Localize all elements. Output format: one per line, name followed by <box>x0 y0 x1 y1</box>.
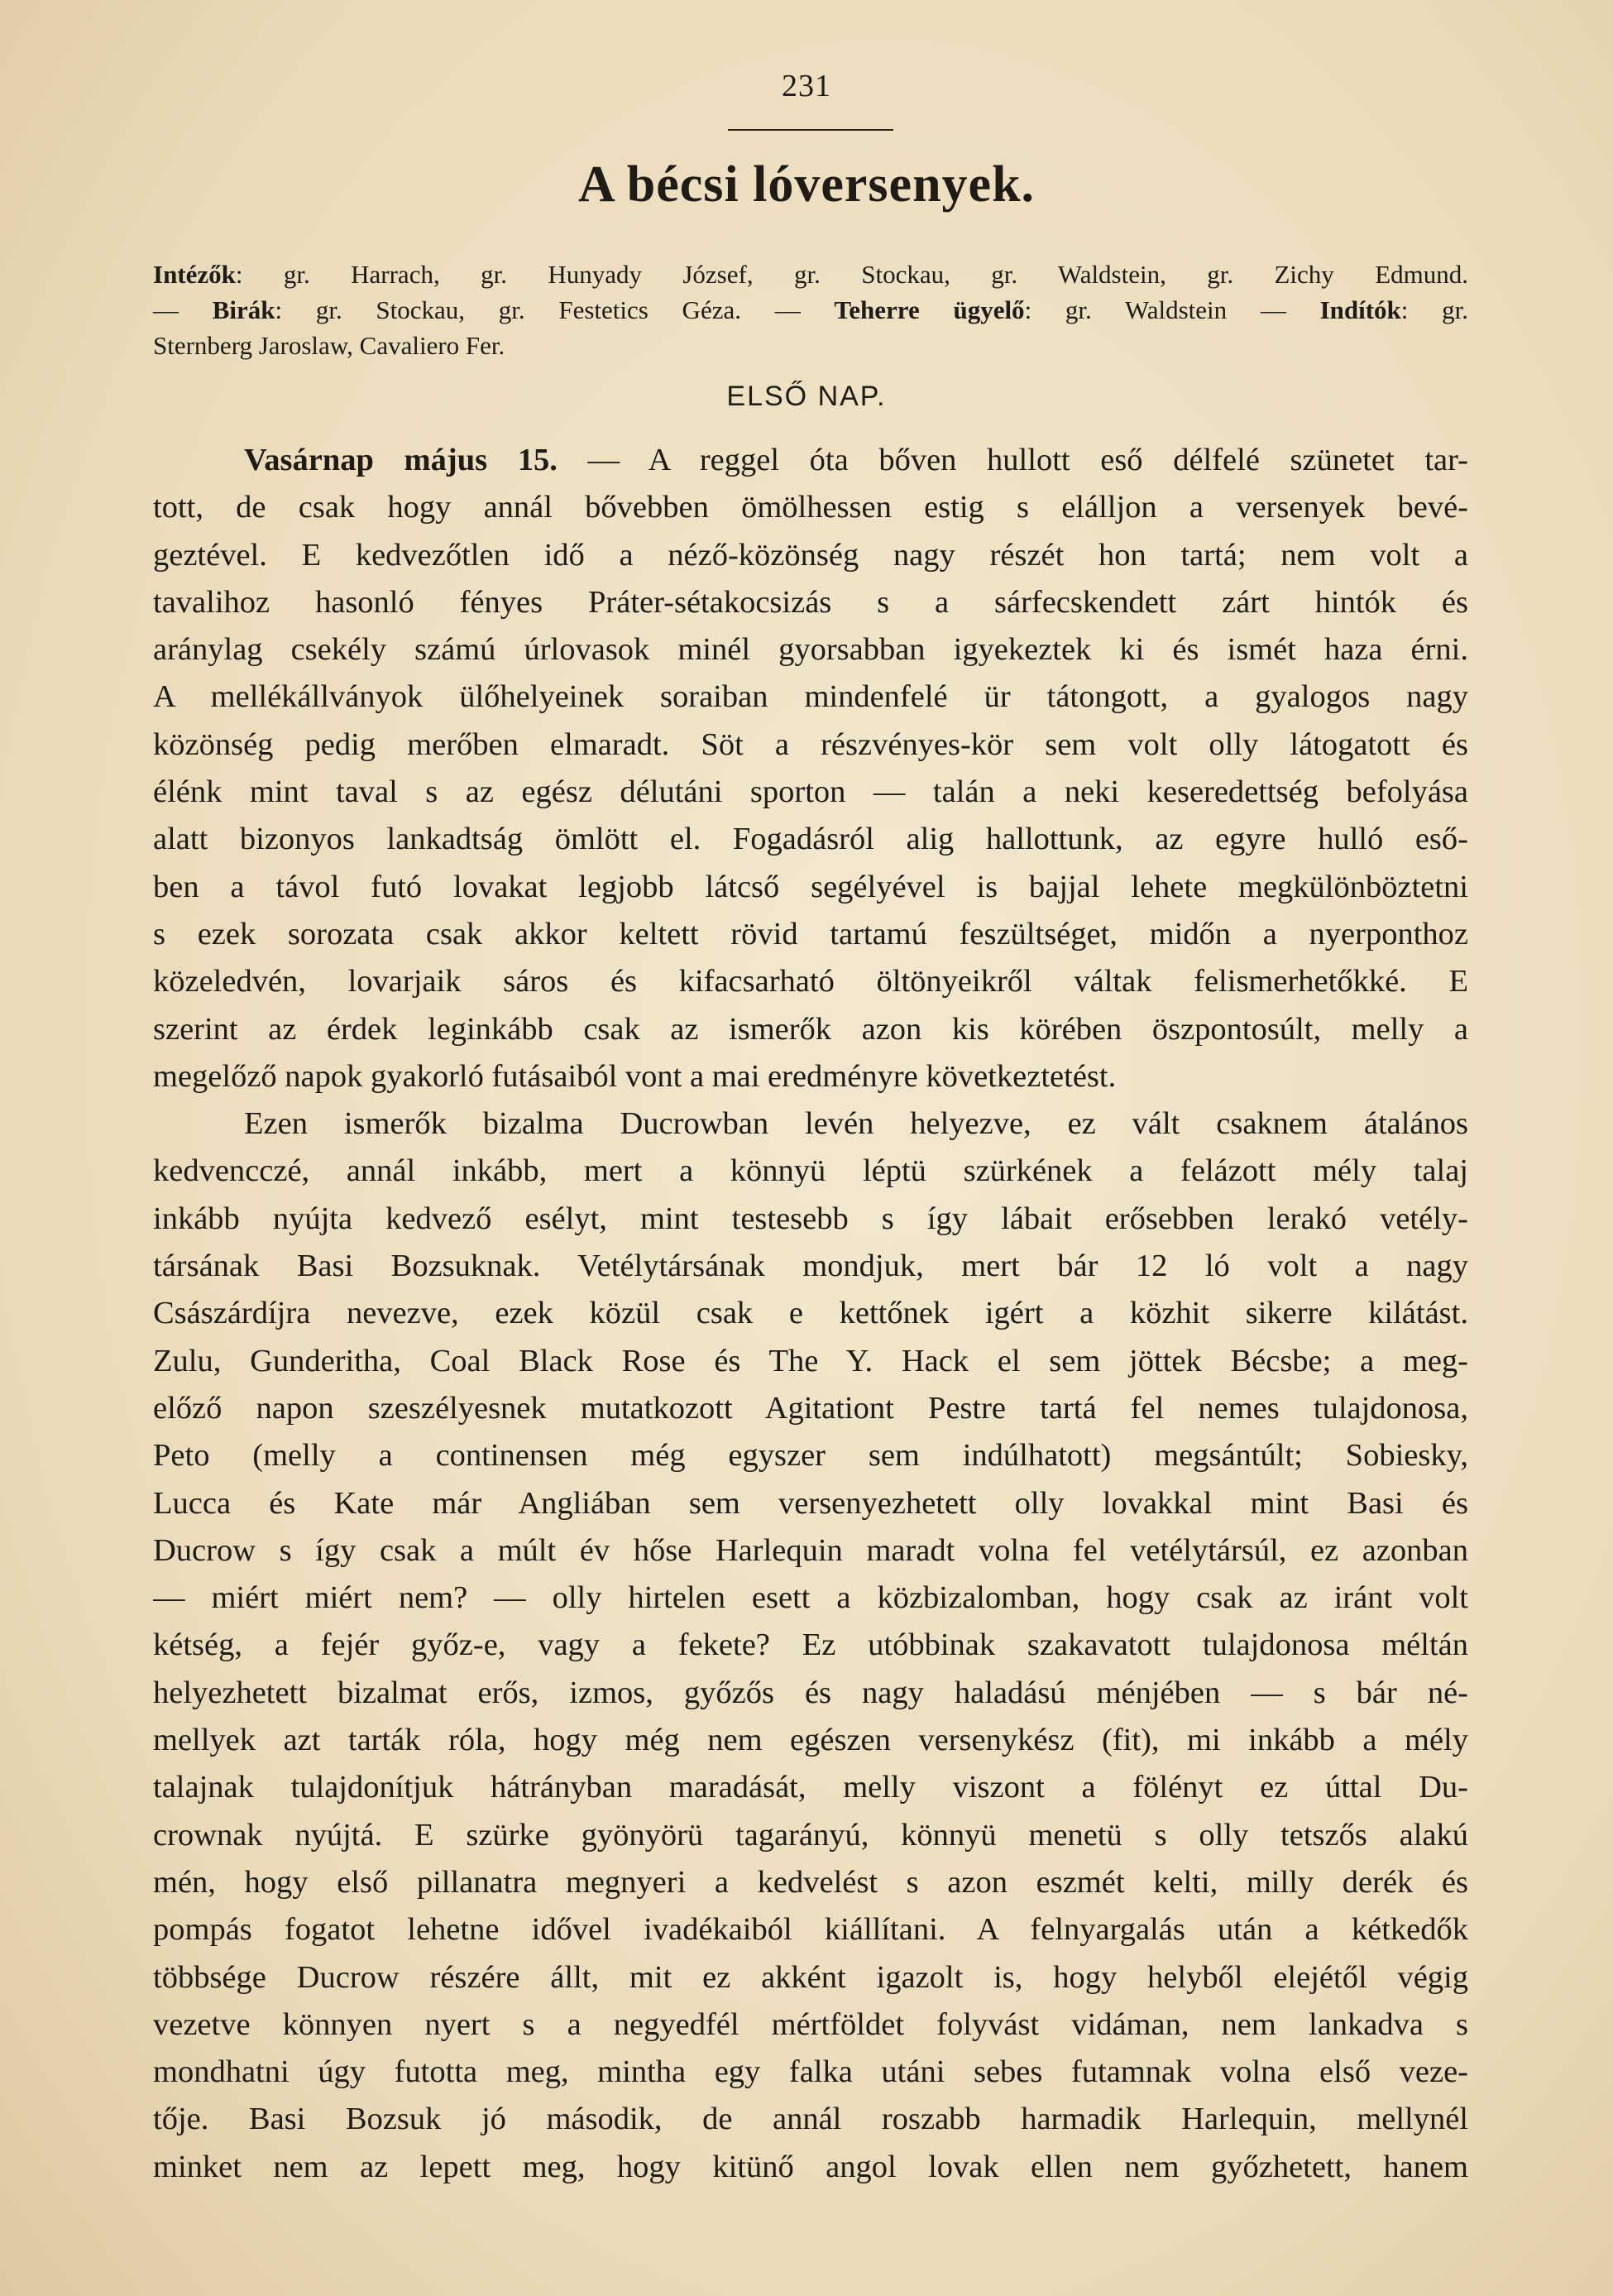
body-line: Ezen ismerők bizalma Ducrowban levén helyezve, ez vált csaknem átalános <box>244 1106 1468 1142</box>
body-line: előző napon szeszélyesnek mutatkozott Agitationt Pestre tartá fel nemes tulajdonosa, <box>153 1390 1468 1426</box>
body-line: talajnak tulajdonítjuk hátrányban maradását, melly viszont a fölényt ez úttal Du- <box>153 1770 1468 1805</box>
body-line: pompás fogatot lehetne idővel ivadékaiból kiállítani. A felnyargalás után a kétkedők <box>153 1912 1468 1948</box>
credits-text-teherre: : gr. Waldstein — <box>1024 295 1320 324</box>
body-line: Császárdíjra nevezve, ezek közül csak e kettőnek igért a közhit sikerre kilátást. <box>153 1296 1468 1331</box>
body-line: többsége Ducrow részére állt, mit ez akként igazolt is, hogy helyből elejétől végig <box>153 1959 1468 1995</box>
body-line: geztével. E kedvezőtlen idő a néző-közönség nagy részét hon tartá; nem volt a <box>153 537 1468 573</box>
body-line: élénk mint taval s az egész délutáni sporton — talán a neki keseredettség befolyása <box>153 774 1468 810</box>
body-line: Zulu, Gunderitha, Coal Black Rose és The Y. Hack el sem jöttek Bécsbe; a meg- <box>153 1343 1468 1378</box>
body-line: mellyek azt tarták róla, hogy még nem egészen versenykész (fit), mi inkább a mély <box>153 1723 1468 1758</box>
body-line: minket nem az lepett meg, hogy kitünő angol lovak ellen nem győzhetett, hanem <box>153 2149 1468 2184</box>
body-line: Peto (melly a continensen még egyszer sem indúlhatott) megsántúlt; Sobiesky, <box>153 1438 1468 1474</box>
body-line: társának Basi Bozsuknak. Vetélytársának mondjuk, mert bár 12 ló volt a nagy <box>153 1249 1468 1284</box>
body-lead-date: Vasárnap május 15. <box>244 443 558 477</box>
credits-block <box>153 256 1468 363</box>
credits-label-teherre: Teherre ügyelő <box>834 295 1025 324</box>
credits-line-1 <box>153 256 1468 292</box>
body-line: megelőző napok gyakorló futásaiból vont a mai eredményre következtetést. <box>153 1058 1117 1094</box>
body-line: — miért miért nem? — olly hirtelen esett a közbizalomban, hogy csak az iránt volt <box>153 1580 1468 1616</box>
body-line: kedvencczé, annál inkább, mert a könnyü léptü szürkének a felázott mély talaj <box>153 1153 1468 1189</box>
body-line: Lucca és Kate már Angliában sem versenyezhetett olly lovakkal mint Basi és <box>153 1485 1468 1521</box>
body-line: mén, hogy első pillanatra megnyeri a kedvelést s azon eszmét kelti, milly derék és <box>153 1864 1468 1900</box>
section-title: ELSŐ NAP. <box>726 381 887 412</box>
body-line: Ducrow s így csak a múlt év hőse Harlequin maradt volna fel vetélytársúl, ez azonban <box>153 1532 1468 1568</box>
credits-text-birak: : gr. Stockau, gr. Festetics Géza. — <box>275 295 835 324</box>
credits-label-intezok: Intézők <box>153 260 236 289</box>
body-line: közönség pedig merőben elmaradt. Söt a részvényes-kör sem volt olly látogatott és <box>153 726 1468 762</box>
body-line <box>153 437 1468 484</box>
credits-dash: — <box>153 295 213 324</box>
credits-line-2 <box>153 292 1468 328</box>
credits-text-inditok: : gr. <box>1400 295 1468 324</box>
body-line: A mellékállványok ülőhelyeinek soraiban mindenfelé ür tátongott, a gyalogos nagy <box>153 679 1468 715</box>
credits-text-intezok: : gr. Harrach, gr. Hunyady József, gr. Stockau, gr. Waldstein, gr. Zichy Edmund. <box>235 260 1468 289</box>
body-line: kétség, a fejér győz-e, vagy a fekete? Ez utóbbinak szakavatott tulajdonosa méltán <box>153 1627 1468 1663</box>
body-line: vezetve könnyen nyert s a negyedfél mértföldet folyvást vidáman, nem lankadva s <box>153 2006 1468 2042</box>
body-line-text: — A reggel óta bőven hullott eső délfelé szünetet tar- <box>557 443 1468 477</box>
credits-label-inditok: Indítók <box>1319 295 1401 324</box>
body-line: mondhatni úgy futotta meg, mintha egy falka utáni sebes futamnak volna első veze- <box>153 2054 1468 2090</box>
body-line: crownak nyújtá. E szürke gyönyörü tagarányú, könnyü menetü s olly tetszős alakú <box>153 1817 1468 1853</box>
body-line: szerint az érdek leginkább csak az ismerők azon kis körében öszpontosúlt, melly a <box>153 1011 1468 1047</box>
body-line: közeledvén, lovarjaik sáros és kifacsarható öltönyeikről váltak felismerhetőkké. E <box>153 964 1468 999</box>
title-rule <box>728 129 893 131</box>
body-line: inkább nyújta kedvező esélyt, mint testesebb s így lábait erősebben lerakó vetély- <box>153 1201 1468 1236</box>
credits-label-birak: Birák <box>212 295 275 324</box>
credits-line-3: Sternberg Jaroslaw, Cavaliero Fer. <box>153 331 505 360</box>
body-line: aránylag csekély számú úrlovasok minél gyorsabban igyekeztek ki és ismét haza érni. <box>153 632 1468 668</box>
body-line: tavalihoz hasonló fényes Práter-sétakocsizás s a sárfecskendett zárt hintók és <box>153 584 1468 620</box>
page-title: A bécsi lóversenyek. <box>577 156 1036 213</box>
body-line: tott, de csak hogy annál bővebben ömölhessen estig s elálljon a versenyek bevé- <box>153 490 1468 525</box>
body-line: alatt bizonyos lankadtság ömlött el. Fogadásról alig hallottunk, az egyre hulló eső- <box>153 822 1468 857</box>
body-line: tője. Basi Bozsuk jó második, de annál roszabb harmadik Harlequin, mellynél <box>153 2102 1468 2137</box>
body-line: s ezek sorozata csak akkor keltett rövid tartamú feszültséget, midőn a nyerponthoz <box>153 916 1468 951</box>
article-body <box>153 437 1468 2191</box>
body-line: helyezhetett bizalmat erős, izmos, győzős és nagy haladású ménjében — s bár né- <box>153 1675 1468 1710</box>
page-number: 231 <box>782 69 831 103</box>
body-line: ben a távol futó lovakat legjobb látcső segélyével is bajjal lehete megkülönböztetni <box>153 869 1468 904</box>
